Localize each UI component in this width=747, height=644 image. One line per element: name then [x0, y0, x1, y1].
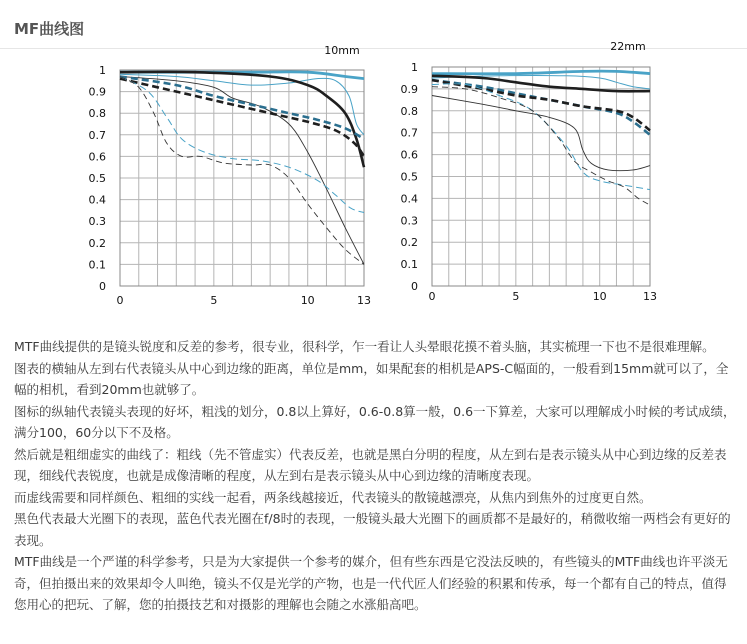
y-tick-label: 0.9	[400, 82, 418, 96]
chart-title: 10mm	[324, 44, 360, 57]
series-line-6	[432, 80, 650, 130]
series-line-2	[120, 74, 364, 135]
paragraph-5: 而虚线需要和同样颜色、粗细的实线一起看，两条线越接近，代表镜头的散镜越漂亮，从焦内到焦外的过度更自然。	[14, 489, 652, 505]
chart-title: 22mm	[610, 40, 646, 53]
y-tick-label: 0.8	[400, 104, 418, 118]
y-tick-label: 0.6	[88, 150, 106, 164]
y-tick-label: 0.9	[88, 85, 106, 99]
paragraph-3: 图标的纵轴代表镜头表现的好坏，粗浅的划分，0.8以上算好，0.6-0.8算一般，0.6一下算差，大家可以理解成小时候的考试成绩，满分100，60分以下不及格。	[14, 403, 736, 440]
y-tick-label: 0	[411, 280, 418, 293]
y-tick-label: 0	[99, 280, 106, 293]
series-line-4	[120, 77, 364, 265]
x-tick-label: 10	[592, 290, 607, 303]
series-line-8	[120, 77, 364, 265]
y-tick-label: 0.1	[88, 258, 106, 272]
x-tick-label: 10	[300, 294, 315, 307]
y-tick-label: 0.4	[88, 193, 106, 207]
series-line-8	[432, 87, 650, 205]
paragraph-4: 然后就是粗细虚实的曲线了：粗线（先不管虚实）代表反差，也就是黑白分明的程度，从左到右是表示镜头从中心到边缘的反差表现，细线代表锐度，也就是成像清晰的程度，从左到右是表示镜头从中心到边缘的清晰度表现。	[14, 446, 727, 483]
x-tick-label: 5	[512, 290, 520, 303]
paragraph-6: 黑色代表最大光圈下的表现，蓝色代表光圈在f/8时的表现，一般镜头最大光圈下的画质都不是最好的，稍微收缩一两档会有更好的表现。	[14, 511, 731, 548]
y-tick-label: 0.5	[400, 170, 418, 184]
y-tick-label: 0.5	[88, 172, 106, 185]
y-tick-label: 1	[411, 61, 418, 74]
y-tick-label: 0.8	[88, 107, 106, 121]
x-tick-label: 13	[357, 294, 371, 307]
x-tick-label: 0	[428, 290, 436, 303]
series-line-6	[120, 79, 364, 157]
mtf-chart-22mm	[392, 32, 672, 308]
mtf-chart-10mm	[80, 38, 380, 310]
paragraph-2: 图表的横轴从左到右代表镜头从中心到边缘的距离，单位是mm，如果配套的相机是APS-C幅面的，一般看到15mm就可以了，全幅的相机，看到20mm也就够了。	[14, 360, 729, 397]
paragraph-7: MTF曲线是一个严谨的科学参考，只是为大家提供一个参考的媒介，但有些东西是它没法反映的，有些镜头的MTF曲线也许平淡无奇，但拍摄出来的效果却令人叫绝，镜头不仅是光学的产物，也是一代代匠人们经验的积累和传承，每一个都有自己的特点，值得您用心的把玩、了解，您的拍摄技艺和对摄影的理解也会随之水涨船高吧。	[14, 554, 728, 612]
y-tick-label: 0.6	[400, 148, 418, 162]
y-tick-label: 0.2	[88, 236, 106, 250]
y-tick-label: 0.3	[400, 214, 418, 228]
y-tick-label: 0.3	[88, 215, 106, 229]
x-tick-label: 0	[116, 294, 124, 307]
y-tick-label: 1	[99, 64, 106, 77]
y-tick-label: 0.1	[400, 258, 418, 272]
series-line-1	[432, 71, 650, 74]
description-text	[14, 336, 736, 616]
paragraph-1: MTF曲线提供的是镜头锐度和反差的参考，很专业，很科学，乍一看让人头晕眼花摸不着头脑，其实梳理一下也不是很难理解。	[14, 339, 715, 354]
page-title: MF曲线图	[14, 20, 85, 38]
y-tick-label: 0.4	[400, 192, 418, 206]
x-tick-label: 5	[210, 294, 218, 307]
y-tick-label: 0.7	[88, 128, 106, 142]
y-tick-label: 0.7	[400, 126, 418, 140]
x-tick-label: 13	[643, 290, 657, 303]
y-tick-label: 0.2	[400, 236, 418, 250]
